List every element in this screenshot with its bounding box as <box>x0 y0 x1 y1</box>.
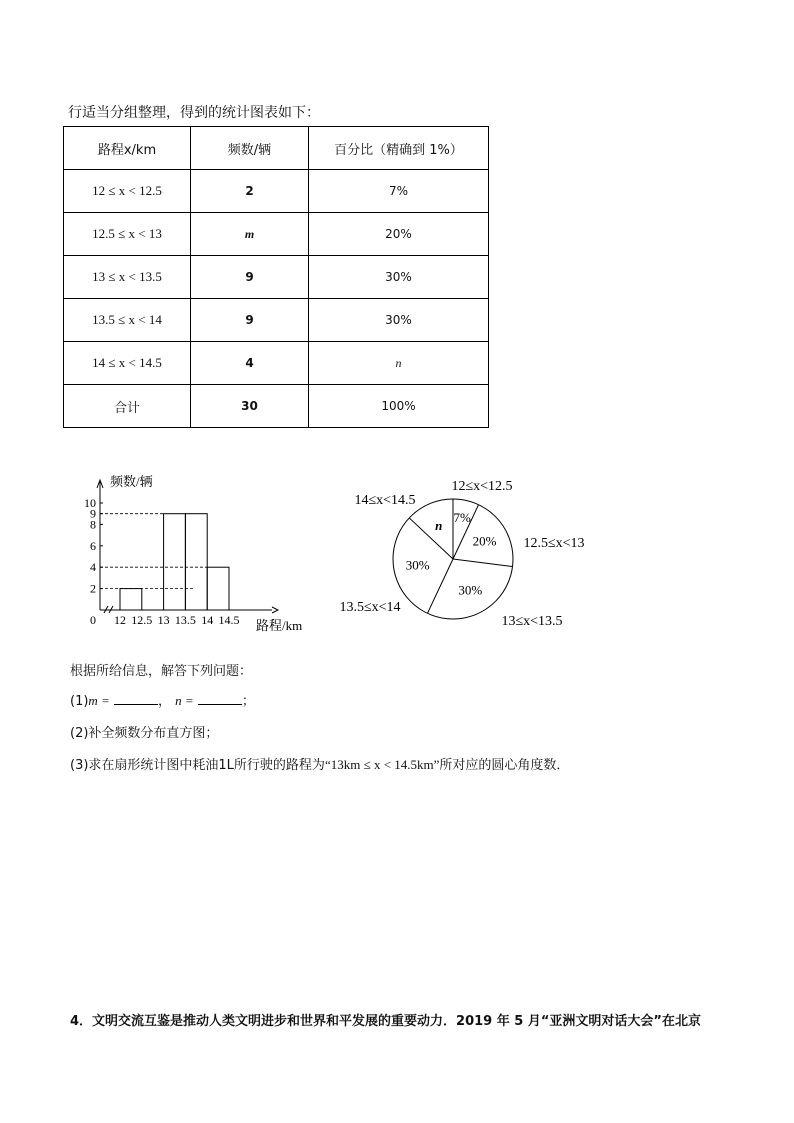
x-tick-label: 14 <box>201 613 214 627</box>
cell-pct: 7% <box>309 170 489 213</box>
question-4: 4．文明交流互鉴是推动人类文明进步和世界和平发展的重要动力．2019 年 5 月“亚洲文明对话大会”在北京 <box>70 1014 701 1029</box>
table-row <box>64 299 489 342</box>
table-row <box>64 342 489 385</box>
y-tick-label: 8 <box>90 517 96 532</box>
pie-slice-edge <box>453 559 513 567</box>
cell-range: 13 ≤ x < 13.5 <box>64 256 191 299</box>
cell-freq: 9 <box>191 299 309 342</box>
cell-total-label: 合计 <box>64 385 191 428</box>
q1-sep: ， <box>157 694 171 709</box>
cell-total-freq: 30 <box>191 385 309 428</box>
table-header-row <box>64 127 489 170</box>
x-axis-arrow-icon <box>272 607 278 613</box>
m-answer-blank[interactable] <box>114 692 158 705</box>
pie-slice-label: 13.5≤x<14 <box>339 600 401 615</box>
question-3 <box>70 754 569 773</box>
intro-text: 行适当分组整理，得到的统计图表如下： <box>68 105 320 121</box>
pie-slice-value: 20% <box>472 533 497 549</box>
cell-freq: m <box>191 213 309 256</box>
header-distance: 路程x/km <box>64 127 191 170</box>
cell-freq: 9 <box>191 256 309 299</box>
histogram-bar <box>120 589 142 610</box>
pie-slice-label: 12.5≤x<13 <box>523 536 585 551</box>
x-tick-label: 13 <box>157 613 170 627</box>
header-frequency: 频数/辆 <box>191 127 309 170</box>
histogram-bar <box>164 514 186 610</box>
cell-pct: 20% <box>309 213 489 256</box>
frequency-table <box>63 126 489 428</box>
cell-range: 14 ≤ x < 14.5 <box>64 342 191 385</box>
cell-pct: n <box>309 342 489 385</box>
x-tick-label: 12 <box>114 613 126 627</box>
pie-slice-label: 13≤x<13.5 <box>501 614 563 629</box>
pie-slice-label: 12≤x<12.5 <box>451 479 513 494</box>
cell-freq: 2 <box>191 170 309 213</box>
pie-slice-edge <box>409 518 453 559</box>
header-percent: 百分比（精确到 1%） <box>309 127 489 170</box>
question-2: (2)补全频数分布直方图； <box>70 726 219 741</box>
y-tick-label: 9 <box>90 506 96 521</box>
frequency-histogram <box>80 468 330 638</box>
pie-slice-value: 30% <box>458 582 483 598</box>
y-tick-label: 4 <box>90 560 96 575</box>
pie-slice-value: 7% <box>453 510 471 526</box>
origin-label: 0 <box>90 613 96 627</box>
pie-slice-label: 14≤x<14.5 <box>354 493 416 508</box>
table-row <box>64 213 489 256</box>
table-total-row <box>64 385 489 428</box>
q3-part-a: (3)求在扇形统计图中耗油1L所行驶的路程为 <box>70 758 325 773</box>
q1-prefix: (1) <box>70 694 89 709</box>
pie-slice-value: n <box>435 517 443 533</box>
cell-total-pct: 100% <box>309 385 489 428</box>
x-tick-label: 14.5 <box>218 613 240 627</box>
q1-m-label: m = <box>88 693 110 708</box>
q1-end: ； <box>241 694 255 709</box>
cell-range: 13.5 ≤ x < 14 <box>64 299 191 342</box>
x-tick-label: 13.5 <box>174 613 196 627</box>
cell-range: 12 ≤ x < 12.5 <box>64 170 191 213</box>
q3-part-c: 所对应的圆心角度数． <box>439 758 570 773</box>
table-row <box>64 256 489 299</box>
pie-slice-edge <box>427 559 453 613</box>
table-row <box>64 170 489 213</box>
cell-pct: 30% <box>309 256 489 299</box>
question-1 <box>70 690 255 709</box>
cell-pct: 30% <box>309 299 489 342</box>
histogram-bar <box>185 514 207 610</box>
x-axis-label: 路程/km <box>256 618 303 633</box>
y-axis-label: 频数/辆 <box>110 474 153 489</box>
x-tick-label: 12.5 <box>131 613 153 627</box>
y-tick-label: 10 <box>84 496 96 510</box>
y-tick-label: 2 <box>90 581 96 596</box>
q1-n-label: n = <box>175 693 194 708</box>
cell-freq: 4 <box>191 342 309 385</box>
pie-chart <box>330 470 610 635</box>
n-answer-blank[interactable] <box>198 692 242 705</box>
question-prompt: 根据所给信息，解答下列问题： <box>70 664 253 679</box>
pie-slice-value: 30% <box>405 557 430 573</box>
q3-part-b: “13km ≤ x < 14.5km” <box>324 757 440 772</box>
histogram-bar <box>207 567 229 610</box>
y-tick-label: 6 <box>90 538 96 553</box>
cell-range: 12.5 ≤ x < 13 <box>64 213 191 256</box>
